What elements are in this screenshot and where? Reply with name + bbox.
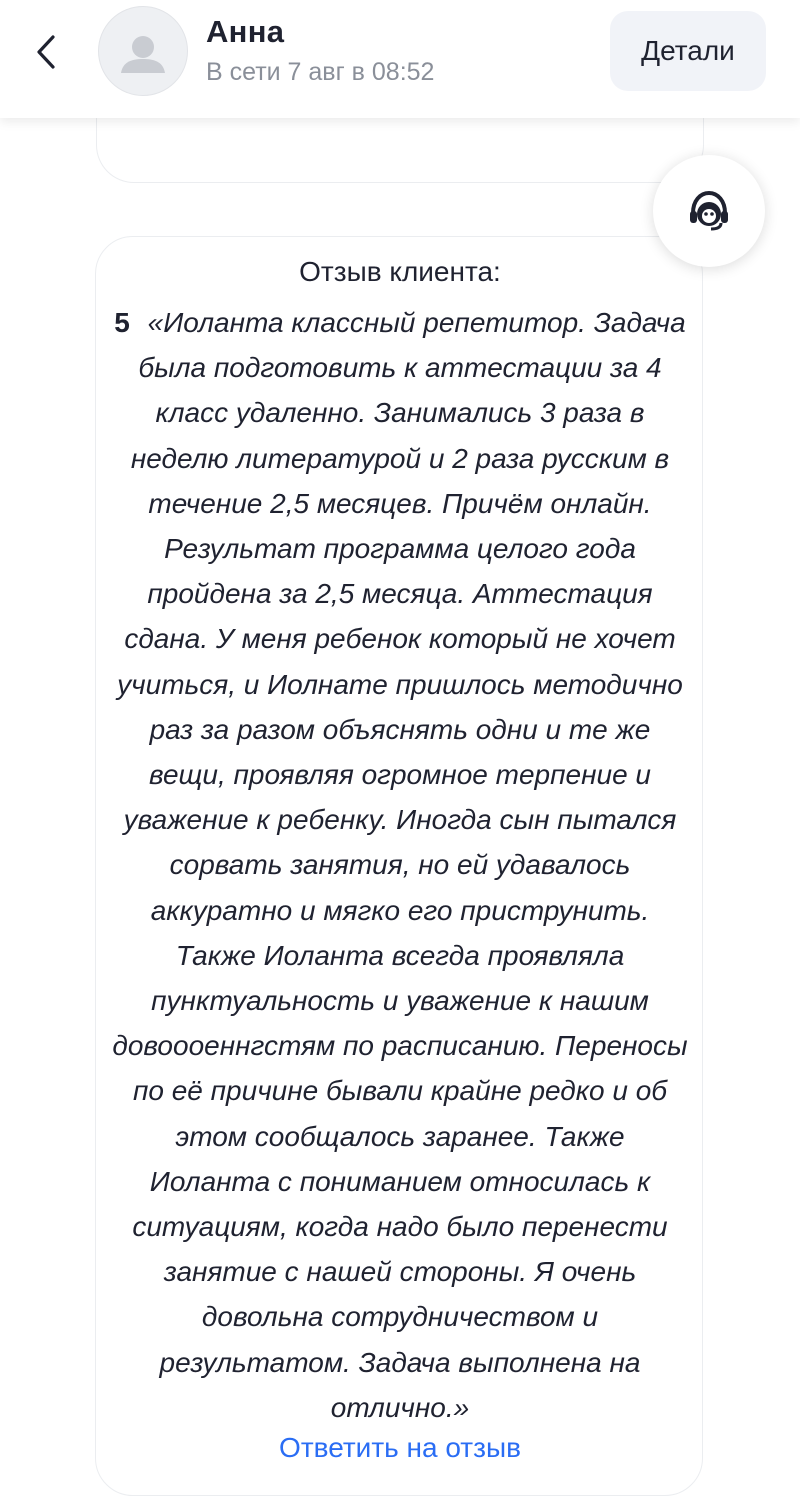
- review-rating: 5: [114, 307, 130, 338]
- contact-name: Анна: [206, 14, 285, 49]
- support-agent-icon: [685, 187, 733, 235]
- details-button[interactable]: Детали: [610, 11, 766, 91]
- avatar[interactable]: [98, 6, 188, 96]
- contact-status: В сети 7 авг в 08:52: [206, 58, 435, 86]
- chevron-left-icon: [35, 34, 57, 70]
- review-title: Отзыв клиента:: [299, 256, 501, 287]
- support-button[interactable]: [653, 155, 765, 267]
- back-button[interactable]: [28, 30, 64, 74]
- review-body: [112, 300, 688, 1430]
- chat-header: [0, 0, 800, 118]
- reply-to-review-link[interactable]: Ответить на отзыв: [279, 1432, 521, 1463]
- user-placeholder-icon: [99, 7, 187, 95]
- review-text: «Иоланта классный репетитор. Задача была подготовить к аттестации за 4 класс удаленно. Занимались 3 раза в неделю литературой и 2 раза русским в течение 2,5 месяцев. Причём онлайн. Результат программа целого года пройдена за 2,5 месяца. Аттестация сдана. У меня ребенок который не хочет учиться, и Иолнате пришлось методично раз за разом объяснять одни и те же вещи, проявляя огромное терпение и уважение к ребенку. Иногда сын пытался сорвать занятия, но ей удавалось аккуратно и мягко его приструнить. Также Иоланта всегда проявляла пунктуальность и уважение к нашим довоооеннгстям по расписанию. Переносы по её причине бывали крайне редко и об этом сообщалось заранее. Также Иоланта с пониманием относилась к ситуациям, когда надо было перенести занятие с нашей стороны. Я очень довольна сотрудничеством и результатом. Задача выполнена на отлично.»: [112, 307, 688, 1423]
